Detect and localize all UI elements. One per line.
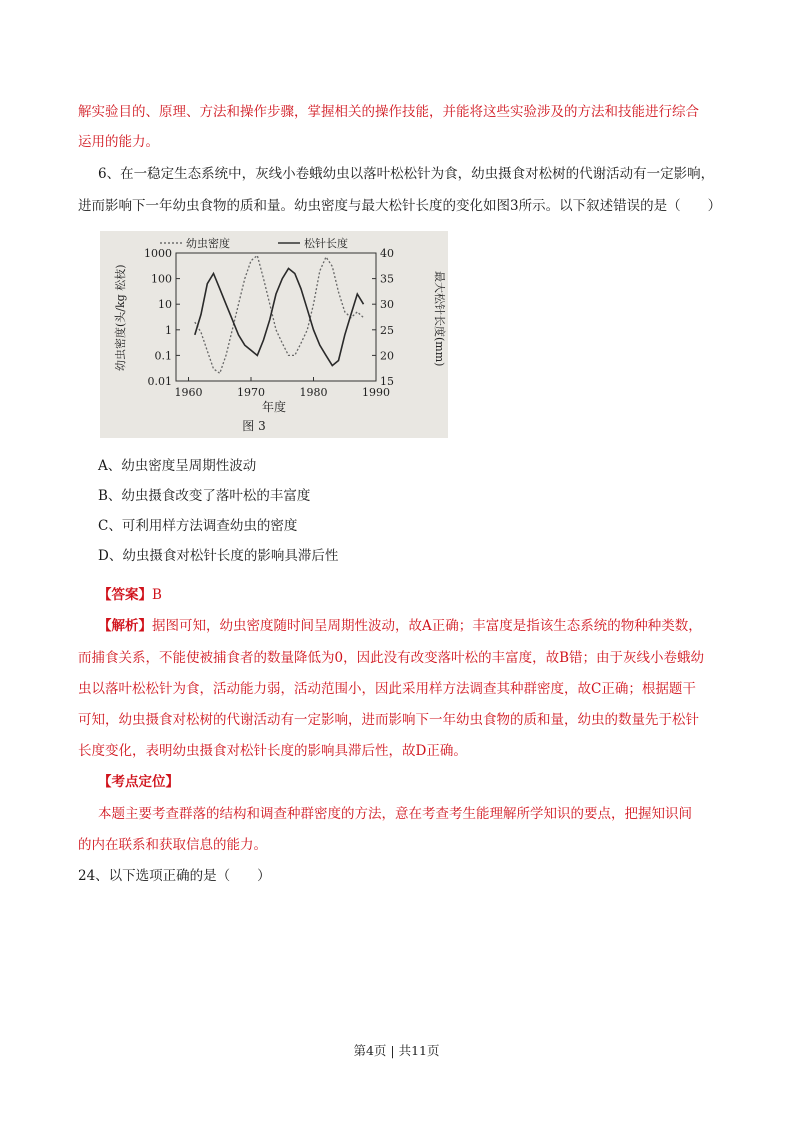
left-tick-label: 1: [165, 323, 172, 337]
analysis-label: 【解析】: [98, 618, 152, 634]
legend-needle-label: 松针长度: [304, 237, 348, 250]
answer-row: [98, 585, 162, 605]
key-point-line-1: 本题主要考查群落的结构和调查种群密度的方法，意在考查考生能理解所学知识的要点，把握知识间: [98, 806, 692, 822]
left-tick-label: 1000: [144, 247, 172, 260]
analysis-line-3: 虫以落叶松松针为食，活动能力弱，活动范围小，因此采用样方法调查其种群密度，故C正确；根据题干: [78, 681, 696, 697]
analysis-line-1: [98, 616, 702, 636]
x-axis-ticks: [175, 377, 391, 399]
left-tick-label: 10: [158, 298, 172, 312]
right-tick-label: 20: [380, 349, 394, 363]
x-tick-label: 1960: [174, 386, 203, 399]
left-axis-label: 幼虫密度(头/kg 松枝): [114, 264, 127, 371]
x-tick-label: 1970: [237, 386, 265, 399]
key-point-label: 【考点定位】: [98, 774, 179, 790]
right-axis-ticks: [372, 247, 394, 388]
analysis-text-1: 据图可知，幼虫密度随时间呈周期性波动，故A正确；丰富度是指该生态系统的物种种类数，: [152, 618, 702, 634]
option-b: B、幼虫摄食改变了落叶松的丰富度: [98, 488, 311, 504]
option-d: D、幼虫摄食对松针长度的影响具滞后性: [98, 548, 339, 564]
right-tick-label: 30: [380, 298, 394, 312]
right-tick-label: 40: [380, 247, 394, 260]
explanation-line-2: 运用的能力。: [78, 134, 159, 150]
right-tick-label: 25: [380, 323, 394, 337]
option-c: C、可利用样方法调查幼虫的密度: [98, 518, 298, 534]
right-tick-label: 15: [380, 375, 394, 388]
question-24-stem: 24、以下选项正确的是（ ）: [78, 868, 271, 884]
analysis-line-4: 可知，幼虫摄食对松树的代谢活动有一定影响，进而影响下一年幼虫食物的质和量，幼虫的数量先于松针: [78, 712, 699, 728]
figure-caption: 图 3: [242, 419, 266, 433]
series-needle-line: [195, 268, 364, 365]
question-6-stem-line-2: 进而影响下一年幼虫食物的质和量。幼虫密度与最大松针长度的变化如图3所示。以下叙述错误的是（ ）: [78, 198, 722, 214]
figure-3: [100, 231, 448, 438]
left-tick-label: 100: [151, 272, 172, 286]
series-density-line: [195, 256, 364, 374]
page-footer: 第4页 | 共11页: [353, 1043, 440, 1058]
analysis-line-5: 长度变化，表明幼虫摄食对松针长度的影响具滞后性，故D正确。: [78, 743, 467, 759]
legend: [160, 236, 348, 250]
x-tick-label: 1990: [362, 386, 390, 399]
left-tick-label: 0.1: [154, 349, 172, 363]
x-axis-label: 年度: [261, 400, 287, 414]
plot-frame: [176, 253, 376, 381]
answer-value: B: [152, 587, 162, 603]
right-axis-label: 最大松针长度(mm): [433, 271, 446, 367]
right-tick-label: 35: [380, 272, 394, 286]
option-a: A、幼虫密度呈周期性波动: [98, 458, 257, 474]
density-needle-chart: [100, 231, 448, 438]
x-tick-label: 1980: [299, 386, 328, 399]
key-point-line-2: 的内在联系和获取信息的能力。: [78, 837, 267, 853]
explanation-line-1: 解实验目的、原理、方法和操作步骤，掌握相关的操作技能，并能将这些实验涉及的方法和技能进行综合: [78, 104, 699, 120]
analysis-line-2: 而捕食关系，不能使被捕食者的数量降低为0，因此没有改变落叶松的丰富度，故B错；由于灰线小卷蛾幼: [78, 650, 705, 666]
left-axis-ticks: [144, 247, 180, 388]
legend-density-label: 幼虫密度: [186, 237, 230, 250]
question-6-stem-line-1: 6、在一稳定生态系统中，灰线小卷蛾幼虫以落叶松松针为食，幼虫摄食对松树的代谢活动有一定影响，: [98, 166, 715, 182]
answer-label: 【答案】: [98, 587, 152, 603]
left-tick-label: 0.01: [147, 375, 172, 388]
